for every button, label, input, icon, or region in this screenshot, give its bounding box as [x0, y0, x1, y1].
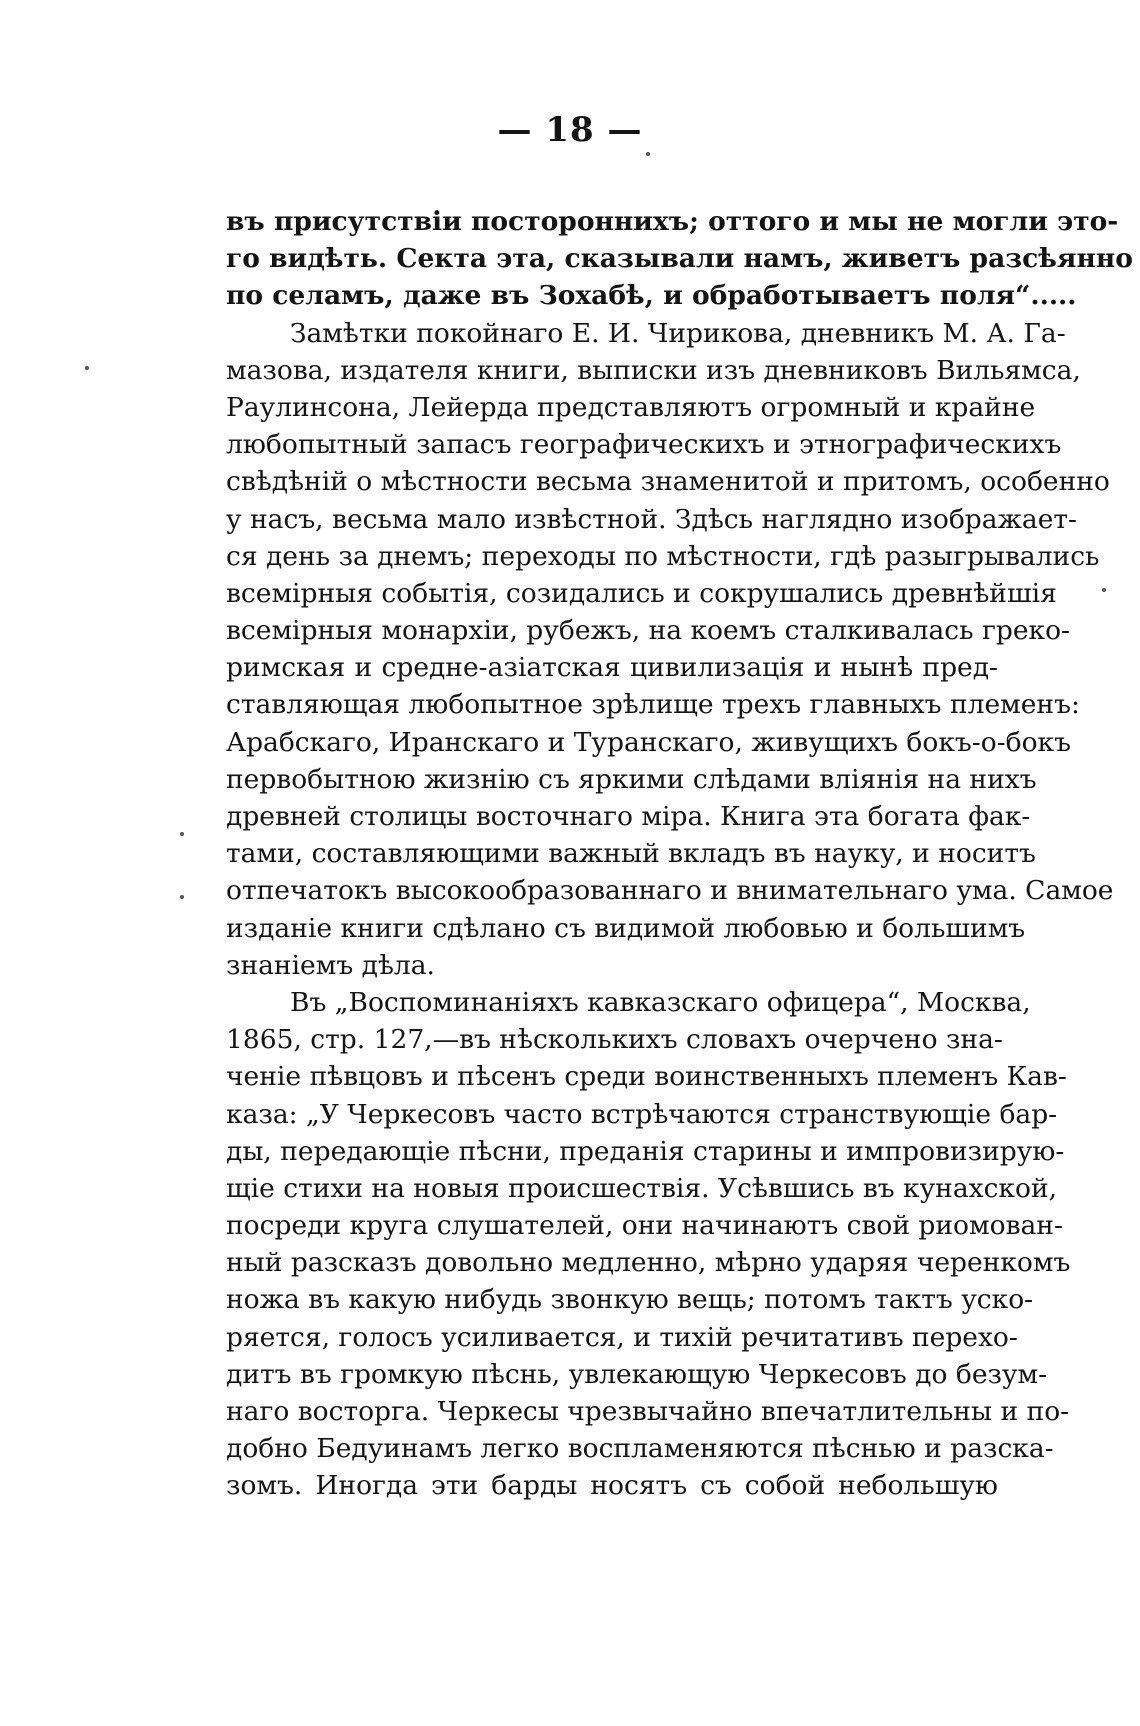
text-line: у насъ, весьма мало извѣстной. Здѣсь наглядно изображает- — [226, 503, 1078, 535]
text-line: мазова, издателя книги, выписки изъ дневниковъ Вильямса, — [226, 354, 1081, 386]
scan-speck — [1102, 588, 1106, 592]
text-line: зомъ. Иногда эти барды носятъ съ собой небольшую — [226, 1470, 998, 1502]
text-line: первобытною жизнію съ яркими слѣдами вліянія на нихъ — [226, 763, 1037, 795]
body-text — [226, 203, 1133, 1505]
text-line: ножа въ какую нибудь звонкую вещь; потомъ тактъ уско- — [226, 1284, 1034, 1316]
text-line: свѣдѣній о мѣстности весьма знаменитой и притомъ, особенно — [226, 466, 1110, 498]
text-line: Раулинсона, Лейерда представляютъ огромный и крайне — [226, 391, 1036, 423]
text-line: Арабскаго, Иранскаго и Туранскаго, живущихъ бокъ-о-бокъ — [226, 726, 1071, 758]
text-line: отпечатокъ высокообразованнаго и внимательнаго ума. Самое — [226, 875, 1114, 907]
text-line: ный разсказъ довольно медленно, мѣрно ударяя черенкомъ — [226, 1247, 1071, 1279]
scan-speck — [180, 832, 184, 836]
text-line: каза: „У Черкесовъ часто встрѣчаются странствующіе бар- — [226, 1098, 1058, 1130]
text-line: Въ „Воспоминаніяхъ кавказскаго офицера“, Москва, — [290, 986, 1031, 1018]
text-line: добно Бедуинамъ легко воспламеняются пѣснью и разска- — [226, 1433, 1054, 1465]
text-line: всемірныя событія, созидались и сокрушались древнѣйшія — [226, 577, 1057, 609]
text-line: го видѣть. Секта эта, сказывали намъ, живетъ разсѣянно — [226, 243, 1133, 275]
text-line: 1865, стр. 127,—въ нѣсколькихъ словахъ очерчено зна- — [226, 1024, 1003, 1056]
text-line: дитъ въ громкую пѣснь, увлекающую Черкесовъ до безум- — [226, 1358, 1048, 1390]
text-line: ды, передающіе пѣсни, преданія старины и импровизирую- — [226, 1135, 1065, 1167]
text-line: ся день за днемъ; переходы по мѣстности, гдѣ разыгрывались — [226, 540, 1100, 572]
text-line: знаніемъ дѣла. — [226, 949, 435, 981]
text-line: посреди круга слушателей, они начинаютъ свой риомован- — [226, 1210, 1063, 1242]
page-number: — 18 — — [497, 110, 643, 150]
text-line: по селамъ, даже въ Зохабѣ, и обработываетъ поля“..... — [226, 280, 1077, 312]
text-line: тами, составляющими важный вкладъ въ науку, и носитъ — [226, 838, 1036, 870]
text-line: всемірныя монархіи, рубежъ, на коемъ сталкивалась греко- — [226, 615, 1070, 647]
text-line: ставляющая любопытное зрѣлище трехъ главныхъ племенъ: — [226, 689, 1080, 721]
text-line: древней столицы восточнаго міра. Книга эта богата фак- — [226, 801, 1031, 832]
scan-speck — [180, 895, 184, 899]
text-line: щіе стихи на новыя происшествія. Усѣвшись въ кунахской, — [226, 1172, 1058, 1204]
text-line: Замѣтки покойнаго Е. И. Чирикова, дневникъ М. А. Га- — [290, 317, 1066, 349]
text-line: римская и средне-азіатская цивилизація и нынѣ пред- — [226, 652, 998, 684]
scan-speck — [646, 152, 650, 156]
text-line: ченіе пѣвцовъ и пѣсенъ среди воинственныхъ племенъ Кав- — [226, 1061, 1067, 1093]
scan-speck — [85, 366, 89, 370]
text-line: изданіе книги сдѣлано съ видимой любовью и большимъ — [226, 912, 1026, 944]
text-line: въ присутствіи постороннихъ; оттого и мы не могли это- — [226, 206, 1119, 237]
text-line: ряется, голосъ усиливается, и тихій речитативъ перехо- — [226, 1321, 1018, 1353]
text-line: любопытный запасъ географическихъ и этнографическихъ — [226, 429, 1062, 461]
text-line: наго восторга. Черкесы чрезвычайно впечатлительны и по- — [226, 1396, 1070, 1427]
